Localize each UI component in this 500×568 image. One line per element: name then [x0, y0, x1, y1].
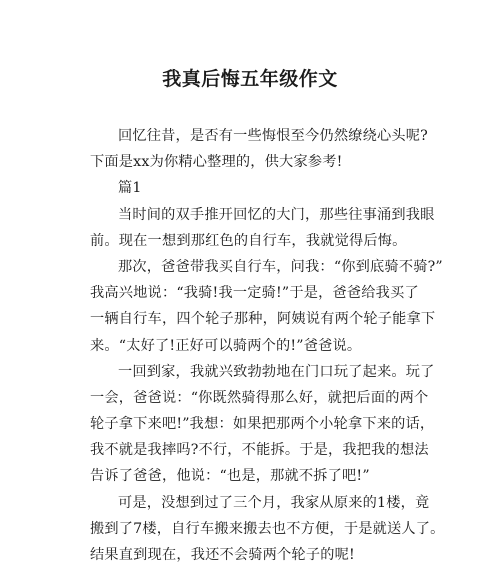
document-title: 我真后悔五年级作文	[162, 68, 338, 90]
text-line: 我不就是我摔吗?不行，不能拆。于是，我把我的想法	[90, 442, 429, 459]
text-line: 结果直到现在，我还不会骑两个轮子的呢!	[90, 547, 355, 563]
text-line: 回忆往昔，是否有一些悔恨至今仍然缭绕心头呢?	[118, 128, 428, 144]
text-line: 一会，爸爸说：“你既然骑得那么好，就把后面的两个	[90, 389, 429, 406]
text-line: 前。现在一想到那红色的自行车，我就觉得后悔。	[90, 232, 407, 249]
text-line: 来。“太好了!正好可以骑两个的!”爸爸说。	[90, 337, 362, 354]
text-line: 下面是xx为你精心整理的，供大家参考!	[90, 154, 343, 171]
text-line: 可是，没想到过了三个月，我家从原来的1楼，竟	[118, 494, 430, 511]
document-body	[90, 123, 450, 568]
text-line: 搬到了7楼，自行车搬来搬去也不方便，于是就送人了。	[90, 520, 445, 537]
text-line: 那次，爸爸带我买自行车，问我：“你到底骑不骑?”	[118, 258, 443, 275]
text-line: 我高兴地说：“我骑!我一定骑!”于是，爸爸给我买了	[90, 285, 419, 302]
text-line: 一辆自行车，四个轮子那种，阿姨说有两个轮子能拿下	[90, 311, 436, 328]
text-line: 当时间的双手推开回忆的大门，那些往事涌到我眼	[118, 206, 435, 223]
text-line: 一回到家，我就兴致勃勃地在门口玩了起来。玩了	[118, 363, 435, 380]
text-line: 轮子拿下来吧!”我想：如果把那两个小轮拿下来的话，	[90, 416, 435, 433]
text-line: 告诉了爸爸，他说：“也是，那就不拆了吧!”	[90, 468, 370, 485]
text-line: 篇1	[118, 180, 142, 197]
